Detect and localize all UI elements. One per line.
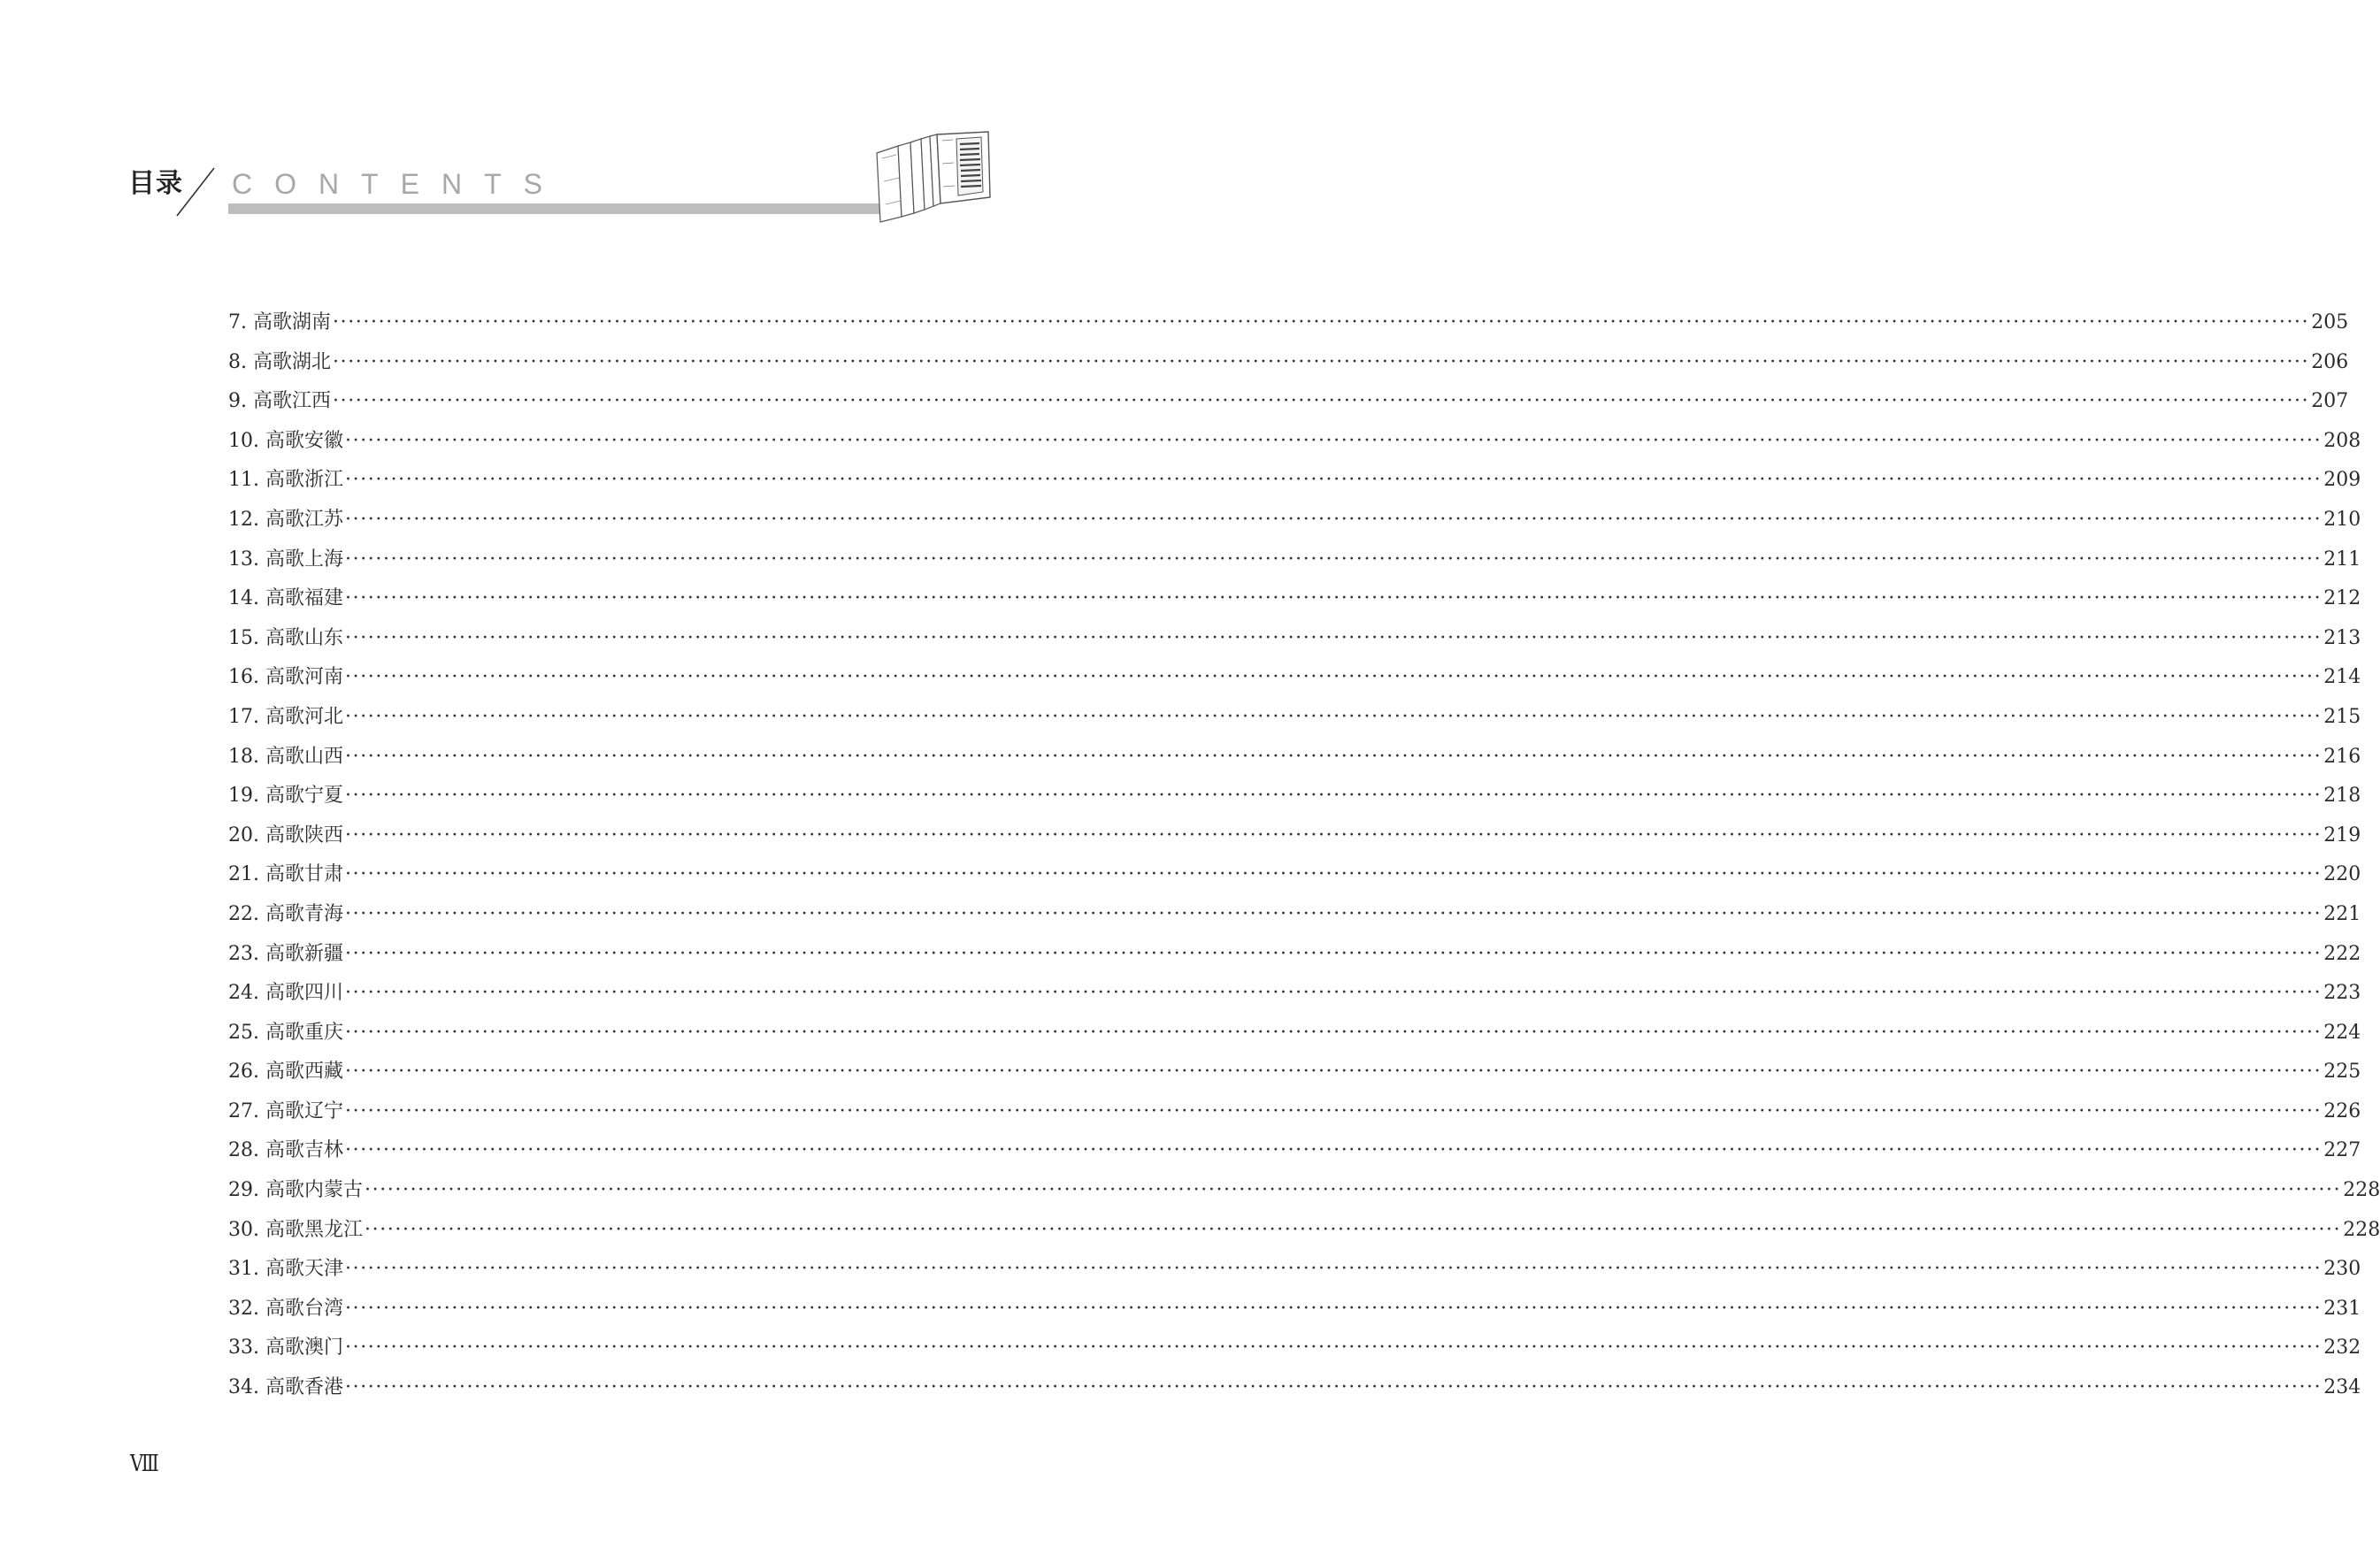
toc-entry-title: 高歌甘肃 <box>265 863 344 886</box>
toc-dot-leader: ···································································································································································································································································· <box>345 1337 2322 1360</box>
toc-entry-title: 高歌山西 <box>265 745 344 768</box>
toc-entry-page: 214 <box>2323 666 2361 689</box>
toc-entry-title: 高歌台湾 <box>265 1297 344 1320</box>
toc-entry-number: 28. <box>228 1139 259 1162</box>
contents-title-cn: 目录 <box>128 168 183 199</box>
toc-entry-title: 高歌黑龙江 <box>265 1218 364 1241</box>
toc-entry-title: 高歌澳门 <box>265 1337 344 1360</box>
toc-entry-title: 高歌山东 <box>265 626 344 649</box>
toc-entry-page: 222 <box>2323 942 2361 965</box>
toc-entry-number: 11. <box>228 469 259 492</box>
toc-entry-page: 206 <box>2311 350 2349 373</box>
toc-entry-number: 23. <box>228 942 259 965</box>
toc-dot-leader: ···································································································································································································································································· <box>345 469 2322 492</box>
toc-entry[interactable] <box>228 586 2361 625</box>
toc-dot-leader: ···································································································································································································································································· <box>333 350 2310 373</box>
toc-entry-number: 9. <box>228 390 247 413</box>
toc-entry-number: 26. <box>228 1061 259 1084</box>
toc-entry[interactable] <box>228 1059 2361 1099</box>
toc-dot-leader: ···································································································································································································································································· <box>345 666 2322 689</box>
toc-entry[interactable] <box>228 744 2361 784</box>
toc-entry-title: 高歌内蒙古 <box>265 1179 364 1202</box>
toc-entry-page: 210 <box>2323 508 2361 531</box>
toc-entry-title: 高歌天津 <box>265 1258 344 1281</box>
toc-entry-page: 215 <box>2323 705 2361 728</box>
toc-entry-page: 234 <box>2323 1376 2361 1399</box>
toc-dot-leader: ···································································································································································································································································· <box>345 745 2322 768</box>
toc-entry-page: 225 <box>2323 1061 2361 1084</box>
toc-dot-leader: ···································································································································································································································································· <box>345 823 2322 846</box>
accordion-icon <box>871 128 995 226</box>
toc-entry-number: 17. <box>228 705 259 728</box>
toc-entry-page: 218 <box>2323 785 2361 808</box>
toc-entry-page: 230 <box>2323 1258 2361 1281</box>
toc-entry-page: 224 <box>2323 1021 2361 1044</box>
toc-entry-title: 高歌重庆 <box>265 1021 344 1044</box>
toc-dot-leader: ···································································································································································································································································· <box>345 785 2322 808</box>
toc-entry[interactable] <box>228 428 2361 468</box>
toc-entry-number: 12. <box>228 508 259 531</box>
toc-entry-page: 231 <box>2323 1297 2361 1320</box>
toc-entry-page: 228 <box>2343 1179 2380 1202</box>
toc-dot-leader: ···································································································································································································································································· <box>345 1376 2322 1399</box>
toc-entry-number: 31. <box>228 1258 259 1281</box>
toc-dot-leader: ···································································································································································································································································· <box>365 1179 2342 1202</box>
toc-entry-number: 15. <box>228 626 259 649</box>
toc-entry-title: 高歌安徽 <box>265 429 344 452</box>
toc-entry[interactable] <box>228 507 2361 547</box>
toc-entry-page: 209 <box>2323 469 2361 492</box>
toc-entry-number: 29. <box>228 1179 259 1202</box>
toc-entry[interactable] <box>228 1335 2361 1375</box>
toc-entry-page: 208 <box>2323 429 2361 452</box>
toc-entry-page: 219 <box>2323 823 2361 846</box>
toc-dot-leader: ···································································································································································································································································· <box>345 429 2322 452</box>
toc-entry-title: 高歌浙江 <box>265 469 344 492</box>
toc-entry-page: 232 <box>2323 1337 2361 1360</box>
contents-header <box>0 0 1131 230</box>
toc-entry-number: 27. <box>228 1099 259 1122</box>
toc-entry-title: 高歌四川 <box>265 982 344 1005</box>
toc-entry-page: 227 <box>2323 1139 2361 1162</box>
toc-entry-number: 25. <box>228 1021 259 1044</box>
toc-entry-number: 10. <box>228 429 259 452</box>
toc-entry-title: 高歌宁夏 <box>265 785 344 808</box>
toc-dot-leader: ···································································································································································································································································· <box>345 1297 2322 1320</box>
toc-entry[interactable] <box>228 1375 2361 1414</box>
toc-entry[interactable] <box>228 349 2349 389</box>
contents-title-en: CONTENTS <box>232 168 564 200</box>
toc-dot-leader: ···································································································································································································································································· <box>345 1139 2322 1162</box>
toc-entry-page: 207 <box>2311 390 2349 413</box>
toc-entry-title: 高歌上海 <box>265 548 344 571</box>
toc-entry[interactable] <box>228 664 2361 704</box>
toc-dot-leader: ···································································································································································································································································· <box>345 863 2322 886</box>
toc-entry-number: 14. <box>228 587 259 610</box>
toc-dot-leader: ···································································································································································································································································· <box>345 705 2322 728</box>
toc-entry[interactable] <box>228 901 2361 941</box>
toc-dot-leader: ···································································································································································································································································· <box>345 1099 2322 1122</box>
toc-entry-number: 24. <box>228 982 259 1005</box>
toc-entry-title: 高歌陕西 <box>265 823 344 846</box>
toc-entry-number: 7. <box>228 311 247 333</box>
toc-entry[interactable] <box>228 783 2361 823</box>
toc-dot-leader: ···································································································································································································································································· <box>345 942 2322 965</box>
toc-list <box>228 310 2380 1414</box>
toc-entry-page: 212 <box>2323 587 2361 610</box>
toc-entry[interactable] <box>228 941 2361 981</box>
toc-entry[interactable] <box>228 1138 2361 1177</box>
toc-entry-page: 221 <box>2323 902 2361 925</box>
toc-dot-leader: ···································································································································································································································································· <box>345 626 2322 649</box>
toc-entry[interactable] <box>228 1217 2380 1257</box>
toc-entry-page: 226 <box>2323 1099 2361 1122</box>
toc-entry-number: 21. <box>228 863 259 886</box>
toc-entry-title: 高歌青海 <box>265 902 344 925</box>
toc-dot-leader: ···································································································································································································································································· <box>345 902 2322 925</box>
header-rule-bar <box>228 203 901 214</box>
toc-entry[interactable] <box>228 1296 2361 1336</box>
toc-entry[interactable] <box>228 823 2361 862</box>
toc-entry-number: 34. <box>228 1376 259 1399</box>
toc-entry-page: 213 <box>2323 626 2361 649</box>
toc-entry[interactable] <box>228 1177 2380 1217</box>
toc-entry-number: 18. <box>228 745 259 768</box>
toc-entry[interactable] <box>228 310 2349 349</box>
toc-entry-title: 高歌香港 <box>265 1376 344 1399</box>
toc-entry-title: 高歌江苏 <box>265 508 344 531</box>
toc-entry-number: 22. <box>228 902 259 925</box>
toc-entry-number: 13. <box>228 548 259 571</box>
toc-entry[interactable] <box>228 1020 2361 1060</box>
toc-entry-title: 高歌河南 <box>265 666 344 689</box>
toc-entry-title: 高歌河北 <box>265 705 344 728</box>
toc-entry[interactable] <box>228 980 2361 1020</box>
toc-entry-page: 205 <box>2311 311 2349 333</box>
toc-dot-leader: ···································································································································································································································································· <box>345 587 2322 610</box>
toc-entry-page: 216 <box>2323 745 2361 768</box>
toc-entry-number: 19. <box>228 785 259 808</box>
toc-dot-leader: ···································································································································································································································································· <box>345 1061 2322 1084</box>
toc-entry-number: 32. <box>228 1297 259 1320</box>
toc-entry[interactable] <box>228 547 2361 586</box>
toc-entry-page: 211 <box>2323 548 2361 571</box>
page-number: Ⅷ <box>130 1451 158 1476</box>
toc-entry[interactable] <box>228 625 2361 665</box>
toc-entry-title: 高歌湖南 <box>253 311 332 333</box>
toc-entry-title: 高歌湖北 <box>253 350 332 373</box>
toc-entry-title: 高歌辽宁 <box>265 1099 344 1122</box>
toc-entry-number: 8. <box>228 350 247 373</box>
toc-entry-number: 16. <box>228 666 259 689</box>
toc-entry[interactable] <box>228 862 2361 901</box>
toc-entry-number: 20. <box>228 823 259 846</box>
toc-entry-number: 33. <box>228 1337 259 1360</box>
toc-entry-page: 223 <box>2323 982 2361 1005</box>
toc-entry-page: 228 <box>2343 1218 2380 1241</box>
toc-entry-title: 高歌福建 <box>265 587 344 610</box>
toc-entry-title: 高歌新疆 <box>265 942 344 965</box>
toc-entry-title: 高歌西藏 <box>265 1061 344 1084</box>
toc-entry-title: 高歌江西 <box>253 390 332 413</box>
toc-dot-leader: ···································································································································································································································································· <box>345 982 2322 1005</box>
toc-dot-leader: ···································································································································································································································································· <box>345 508 2322 531</box>
title-divider-slash <box>173 166 218 218</box>
toc-entry-number: 30. <box>228 1218 259 1241</box>
toc-dot-leader: ···································································································································································································································································· <box>345 1258 2322 1281</box>
toc-dot-leader: ···································································································································································································································································· <box>333 390 2310 413</box>
toc-entry[interactable] <box>228 704 2361 744</box>
toc-entry-title: 高歌吉林 <box>265 1139 344 1162</box>
toc-entry[interactable] <box>228 1256 2361 1296</box>
toc-entry-page: 220 <box>2323 863 2361 886</box>
toc-entry[interactable] <box>228 467 2361 507</box>
toc-dot-leader: ···································································································································································································································································· <box>365 1218 2342 1241</box>
toc-entry[interactable] <box>228 1099 2361 1138</box>
toc-dot-leader: ···································································································································································································································································· <box>345 1021 2322 1044</box>
toc-dot-leader: ···································································································································································································································································· <box>333 311 2310 333</box>
toc-entry[interactable] <box>228 388 2349 428</box>
toc-dot-leader: ···································································································································································································································································· <box>345 548 2322 571</box>
